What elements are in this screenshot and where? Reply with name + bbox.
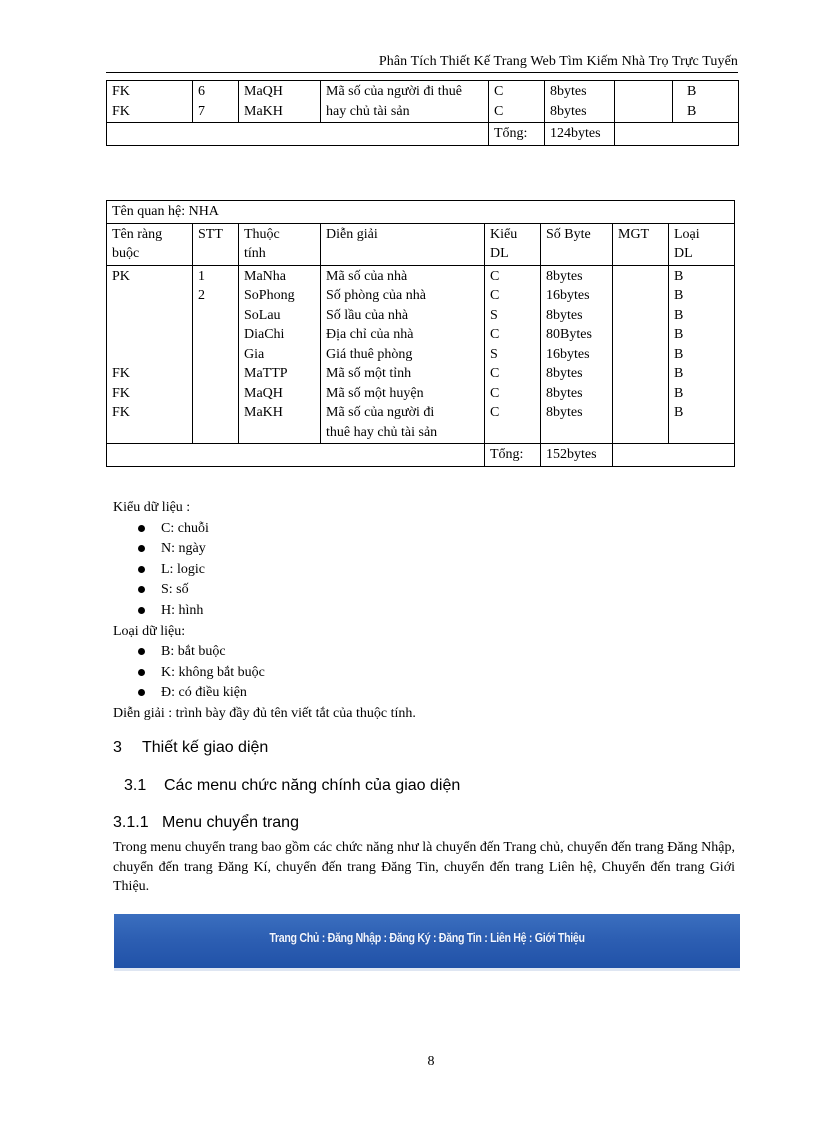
attr-cell: MaQH MaKH <box>239 81 321 123</box>
page-number: 8 <box>427 1054 435 1069</box>
attr-cell: MaNha SoPhong SoLau DiaChi Gia MaTTP MaQH MaKH <box>239 265 321 444</box>
list-item: K: không bắt buộc <box>161 663 743 684</box>
section-heading-3: 3 Thiết kế giao diện <box>113 739 269 756</box>
total-value: 152bytes <box>541 444 613 467</box>
size-cell: 8bytes 16bytes 8bytes 80Bytes 16bytes 8bytes 8bytes 8bytes <box>541 265 613 444</box>
list-item: B: bắt buộc <box>161 642 743 663</box>
page-header <box>106 52 738 73</box>
stt-cell: 1 2 <box>193 265 239 444</box>
table-header-row <box>107 223 735 265</box>
section-heading-3-1: 3.1 Các menu chức năng chính của giao diện <box>124 777 461 794</box>
header-size: Số Byte <box>541 223 613 265</box>
attributes-table-continued <box>106 80 739 146</box>
datatype-label: Kiểu dữ liệu : <box>113 500 191 515</box>
size-cell: 8bytes 8bytes <box>545 81 615 123</box>
mgt-cell <box>615 81 673 123</box>
list-item: N: ngày <box>161 539 743 560</box>
type-cell: C C <box>489 81 545 123</box>
kind-cell: B B B B B B B B <box>669 265 735 444</box>
header-desc: Diễn giải <box>321 223 485 265</box>
total-label: Tổng: <box>489 123 545 146</box>
table-row <box>107 265 735 444</box>
menu-banner-image <box>114 914 740 971</box>
type-cell: C C S C S C C C <box>485 265 541 444</box>
total-label: Tổng: <box>485 444 541 467</box>
empty-cell <box>613 444 735 467</box>
total-value: 124bytes <box>545 123 615 146</box>
table-row <box>107 444 735 467</box>
header-stt: STT <box>193 223 239 265</box>
header-attr: Thuộc tính <box>239 223 321 265</box>
kind-list <box>113 642 743 704</box>
datatype-list <box>113 519 743 622</box>
table-row <box>107 201 735 224</box>
header-kind: Loại DL <box>669 223 735 265</box>
empty-cell <box>615 123 739 146</box>
relation-title: Tên quan hệ: NHA <box>107 201 735 224</box>
desc-line: Diễn giải : trình bày đầy đủ tên viết tắt của thuộc tính. <box>113 705 416 721</box>
legend-notes <box>113 498 743 725</box>
desc-cell: Mã số của nhà Số phòng của nhà Số lầu của nhà Địa chỉ của nhà Giá thuê phòng Mã số một tỉnh Mã số một huyện Mã số của người đi thuê hay chủ tài sản <box>321 265 485 444</box>
header-mgt: MGT <box>613 223 669 265</box>
menu-banner-text: Trang Chủ : Đăng Nhập : Đăng Ký : Đăng Tin : Liên Hệ : Giới Thiệu <box>269 930 585 945</box>
list-item: Đ: có điều kiện <box>161 683 743 704</box>
desc-cell: Mã số của người đi thuê hay chủ tài sản <box>321 81 489 123</box>
header-type: Kiểu DL <box>485 223 541 265</box>
stt-cell: 6 7 <box>193 81 239 123</box>
constraint-cell: PK FK FK FK <box>107 265 193 444</box>
mgt-cell <box>613 265 669 444</box>
empty-cell <box>107 444 485 467</box>
nha-relation-table <box>106 200 735 467</box>
body-paragraph: Trong menu chuyển trang bao gồm các chức năng như là chuyển đến Trang chủ, chuyển đến trang Đăng Nhập, chuyển đến trang Đăng Kí, chuyển đến trang Đăng Tin, chuyển đến trang Liên hệ, Chuyển đến trang Giới Thiệu. <box>113 840 735 894</box>
list-item: C: chuỗi <box>161 519 743 540</box>
list-item: L: logic <box>161 560 743 581</box>
kind-label: Loại dữ liệu: <box>113 623 186 639</box>
table-row <box>107 123 739 146</box>
kind-cell: B B <box>673 81 739 123</box>
list-item: H: hình <box>161 601 743 622</box>
header-constraint: Tên ràng buộc <box>107 223 193 265</box>
section-heading-3-1-1: 3.1.1 Menu chuyển trang <box>113 814 299 831</box>
empty-cell <box>107 123 489 146</box>
page-header-title: Phân Tích Thiết Kế Trang Web Tìm Kiếm Nhà Trọ Trực Tuyến <box>378 54 738 69</box>
constraint-cell: FK FK <box>107 81 193 123</box>
table-row <box>107 81 739 123</box>
list-item: S: số <box>161 580 743 601</box>
